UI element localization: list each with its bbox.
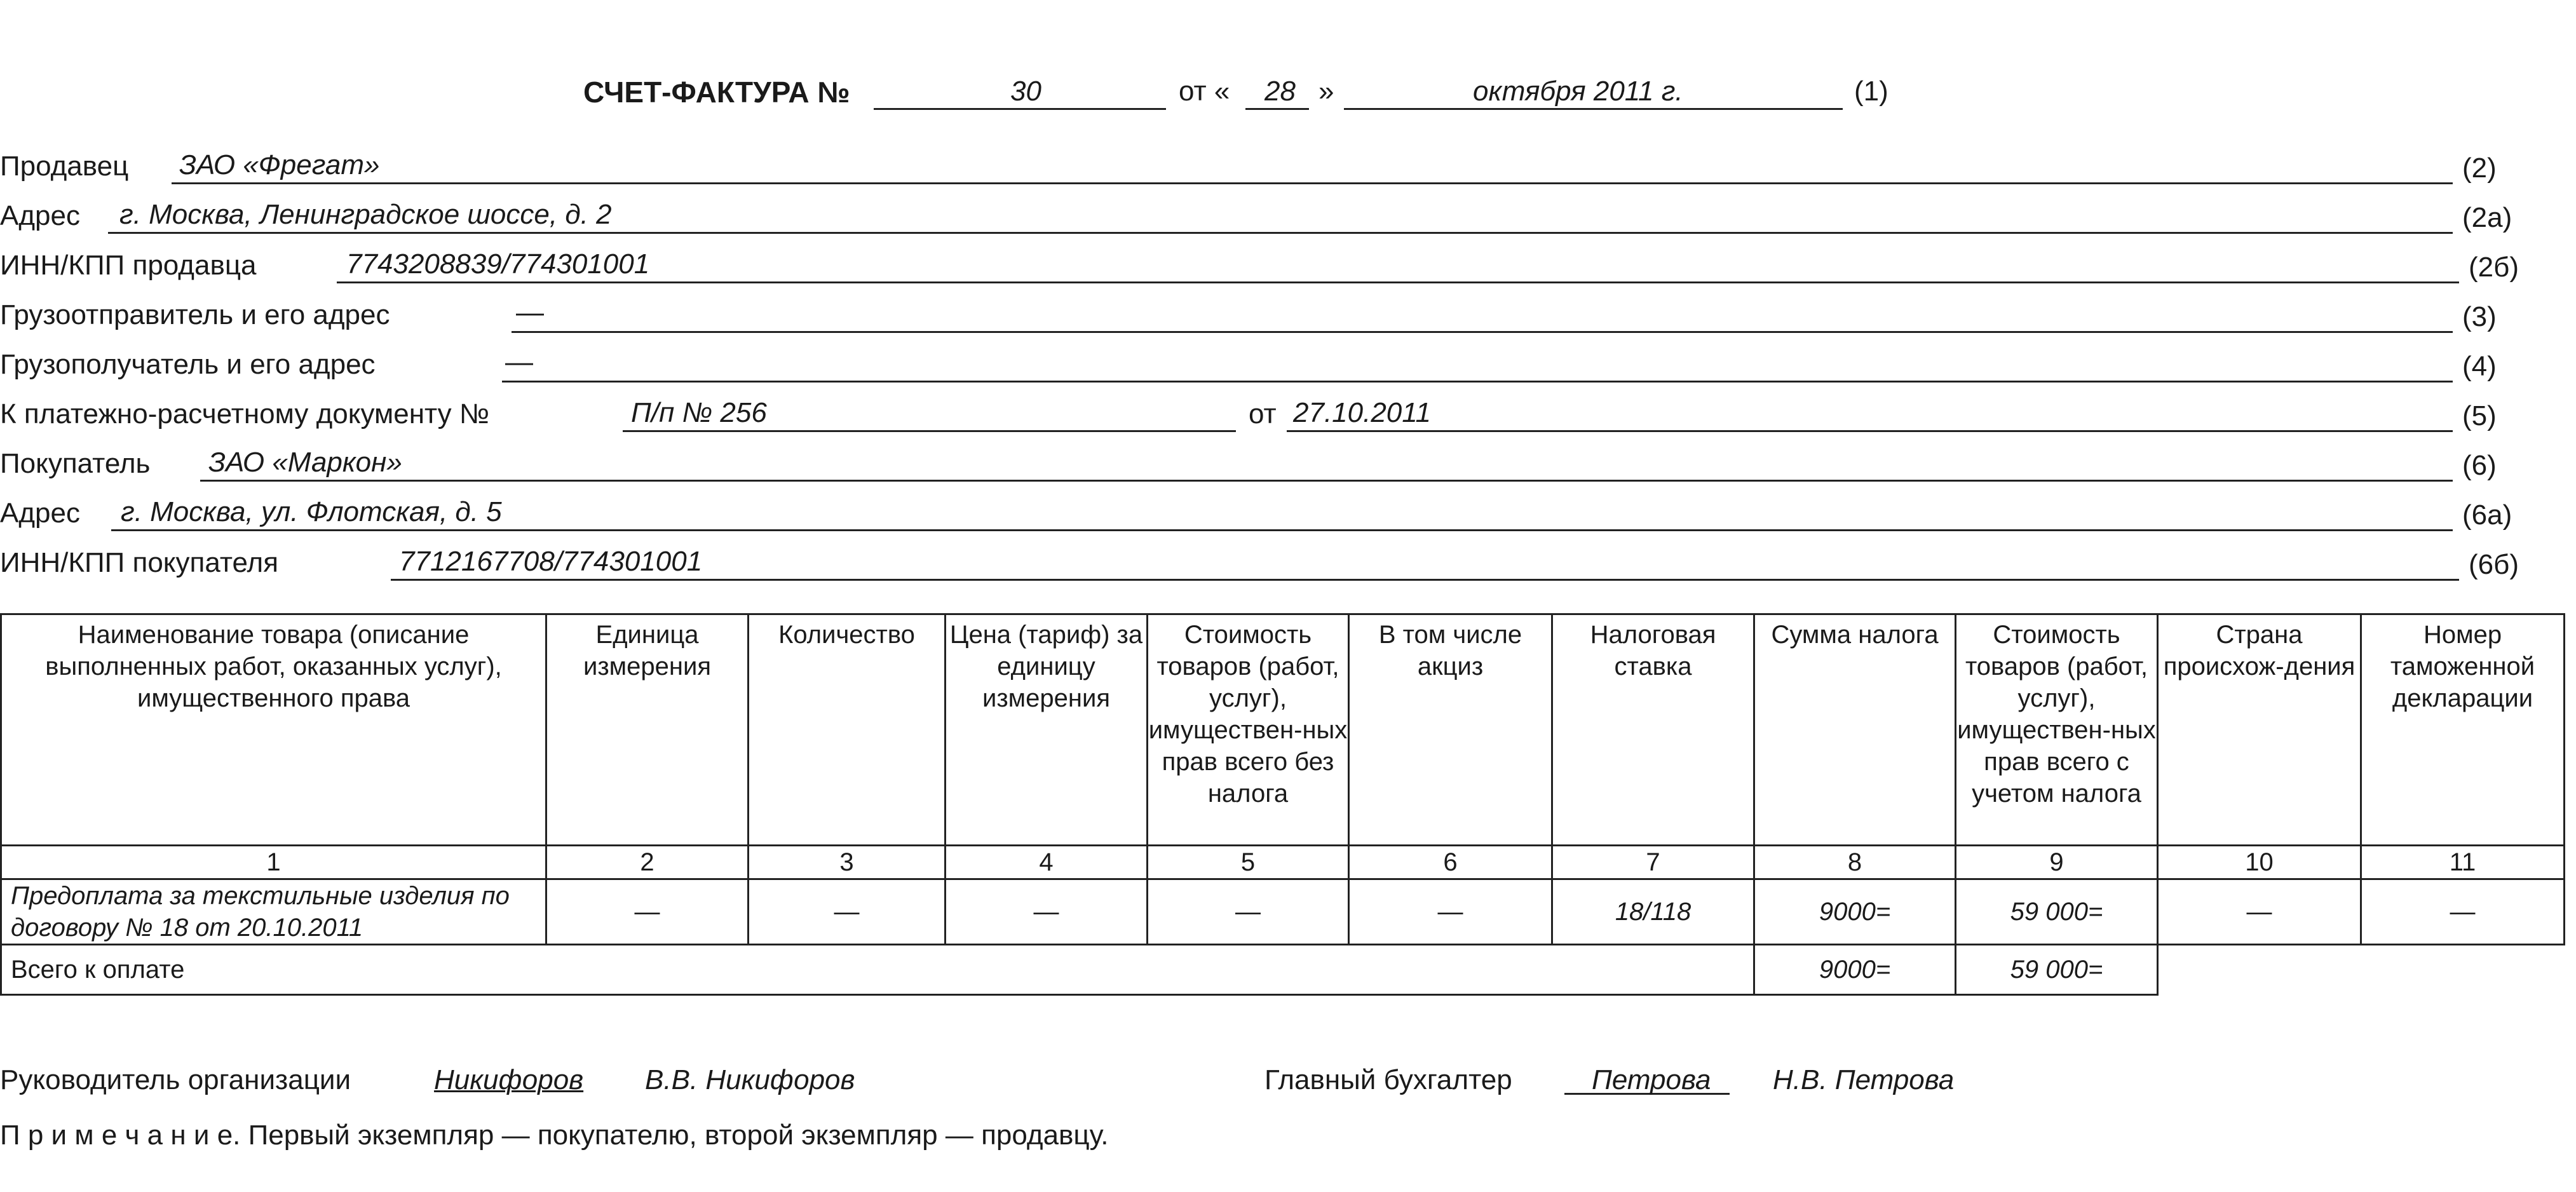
payment-doc-underline	[623, 430, 1236, 432]
invoice-day: 28	[1264, 76, 1296, 107]
payment-date-label: от	[1249, 398, 1277, 430]
buyer-inn-ref: (6б)	[2469, 549, 2519, 580]
column-number: 6	[1349, 846, 1552, 879]
col-header-country: Страна происхож-дения	[2158, 614, 2361, 846]
seller-inn-ref: (2б)	[2469, 252, 2519, 283]
column-number: 11	[2361, 846, 2565, 879]
seller-address-value: г. Москва, Ленинградское шоссе, д. 2	[119, 199, 612, 230]
column-numbers-row	[1, 846, 2565, 879]
day-close-quote: »	[1319, 76, 1334, 107]
payment-doc-ref: (5)	[2462, 400, 2497, 431]
seller-address-label: Адрес	[0, 200, 80, 231]
buyer-inn-label: ИНН/КПП покупателя	[0, 547, 279, 578]
item-quantity: —	[749, 879, 946, 945]
buyer-inn-value: 7712167708/774301001	[399, 546, 703, 577]
consignor-label: Грузоотправитель и его адрес	[0, 299, 390, 330]
accountant-signature: Петрова	[1592, 1064, 1711, 1095]
column-number: 8	[1754, 846, 1956, 879]
seller-inn-underline	[337, 281, 2459, 283]
col-header-name: Наименование товара (описание выполненных работ, оказанных услуг), имущественного права	[1, 614, 546, 846]
consignee-ref: (4)	[2462, 351, 2497, 382]
buyer-underline	[200, 480, 2453, 482]
col-header-tax-rate: Налоговая ставка	[1552, 614, 1754, 846]
col-header-tax-sum: Сумма налога	[1754, 614, 1956, 846]
invoice-items-table	[0, 613, 2565, 996]
payment-doc-value: П/п № 256	[631, 397, 767, 428]
payment-date-value: 27.10.2011	[1293, 397, 1431, 428]
column-number: 3	[749, 846, 946, 879]
seller-label: Продавец	[0, 151, 129, 182]
buyer-address-underline	[111, 529, 2453, 531]
column-number: 2	[546, 846, 749, 879]
buyer-address-value: г. Москва, ул. Флотская, д. 5	[121, 496, 502, 527]
column-number: 9	[1956, 846, 2158, 879]
item-description: Предоплата за текстильные изделия по договору № 18 от 20.10.2011	[1, 879, 546, 945]
col-header-cost-without-tax: Стоимость товаров (работ, услуг), имуществен-ных прав всего без налога	[1148, 614, 1349, 846]
payment-date-underline	[1287, 430, 2453, 432]
total-row-empty	[2158, 945, 2565, 995]
consignee-underline	[502, 381, 2453, 383]
date-from-label: от «	[1179, 76, 1230, 107]
seller-value: ЗАО «Фрегат»	[179, 149, 380, 180]
seller-inn-label: ИНН/КПП продавца	[0, 250, 257, 281]
column-number: 5	[1148, 846, 1349, 879]
item-cost-with-tax: 59 000=	[1956, 879, 2158, 945]
buyer-address-label: Адрес	[0, 498, 80, 529]
item-unit: —	[546, 879, 749, 945]
column-number: 7	[1552, 846, 1754, 879]
total-label: Всего к оплате	[1, 945, 1754, 995]
col-header-cost-with-tax: Стоимость товаров (работ, услуг), имуществен-ных прав всего с учетом налога	[1956, 614, 2158, 846]
consignee-value: —	[505, 346, 533, 377]
invoice-number: 30	[1010, 76, 1041, 107]
head-name: В.В. Никифоров	[645, 1064, 855, 1095]
month-underline	[1344, 108, 1843, 110]
buyer-label: Покупатель	[0, 448, 151, 479]
col-header-excise: В том числе акциз	[1349, 614, 1552, 846]
invoice-month-year: октября 2011 г.	[1473, 76, 1683, 107]
consignor-value: —	[516, 297, 544, 328]
seller-ref: (2)	[2462, 152, 2497, 184]
consignor-ref: (3)	[2462, 301, 2497, 332]
number-underline	[874, 108, 1166, 110]
total-with-tax: 59 000=	[1956, 945, 2158, 995]
column-number: 1	[1, 846, 546, 879]
column-number: 4	[946, 846, 1148, 879]
title-ref: (1)	[1854, 76, 1888, 107]
day-underline	[1245, 108, 1309, 110]
col-header-price: Цена (тариф) за единицу измерения	[946, 614, 1148, 846]
item-price: —	[946, 879, 1148, 945]
payment-doc-label: К платежно-расчетному документу №	[0, 398, 490, 430]
buyer-ref: (6)	[2462, 450, 2497, 481]
item-tax-rate: 18/118	[1552, 879, 1754, 945]
table-header-row	[1, 614, 2565, 846]
buyer-address-ref: (6а)	[2462, 499, 2512, 531]
head-signature: Никифоров	[434, 1064, 584, 1095]
invoice-title: СЧЕТ-ФАКТУРА №	[583, 76, 850, 109]
column-number: 10	[2158, 846, 2361, 879]
item-cost-without-tax: —	[1148, 879, 1349, 945]
col-header-unit: Единица измерения	[546, 614, 749, 846]
item-country: —	[2158, 879, 2361, 945]
buyer-inn-underline	[391, 579, 2459, 581]
total-row	[1, 945, 2565, 995]
seller-inn-value: 7743208839/774301001	[346, 248, 650, 280]
seller-underline	[172, 182, 2453, 184]
item-tax-sum: 9000=	[1754, 879, 1956, 945]
accountant-label: Главный бухгалтер	[1264, 1064, 1512, 1095]
total-tax-sum: 9000=	[1754, 945, 1956, 995]
footnote: П р и м е ч а н и е. Первый экземпляр — покупателю, второй экземпляр — продавцу.	[0, 1120, 1109, 1151]
accountant-name: Н.В. Петрова	[1773, 1064, 1955, 1095]
head-label: Руководитель организации	[0, 1064, 351, 1095]
item-excise: —	[1349, 879, 1552, 945]
consignor-underline	[512, 331, 2453, 333]
buyer-value: ЗАО «Маркон»	[208, 447, 402, 478]
item-customs-declaration: —	[2361, 879, 2565, 945]
consignee-label: Грузополучатель и его адрес	[0, 349, 376, 380]
col-header-customs-declaration: Номер таможенной декларации	[2361, 614, 2565, 846]
col-header-quantity: Количество	[749, 614, 946, 846]
table-row	[1, 879, 2565, 945]
seller-address-ref: (2а)	[2462, 202, 2512, 233]
seller-address-underline	[108, 232, 2453, 234]
